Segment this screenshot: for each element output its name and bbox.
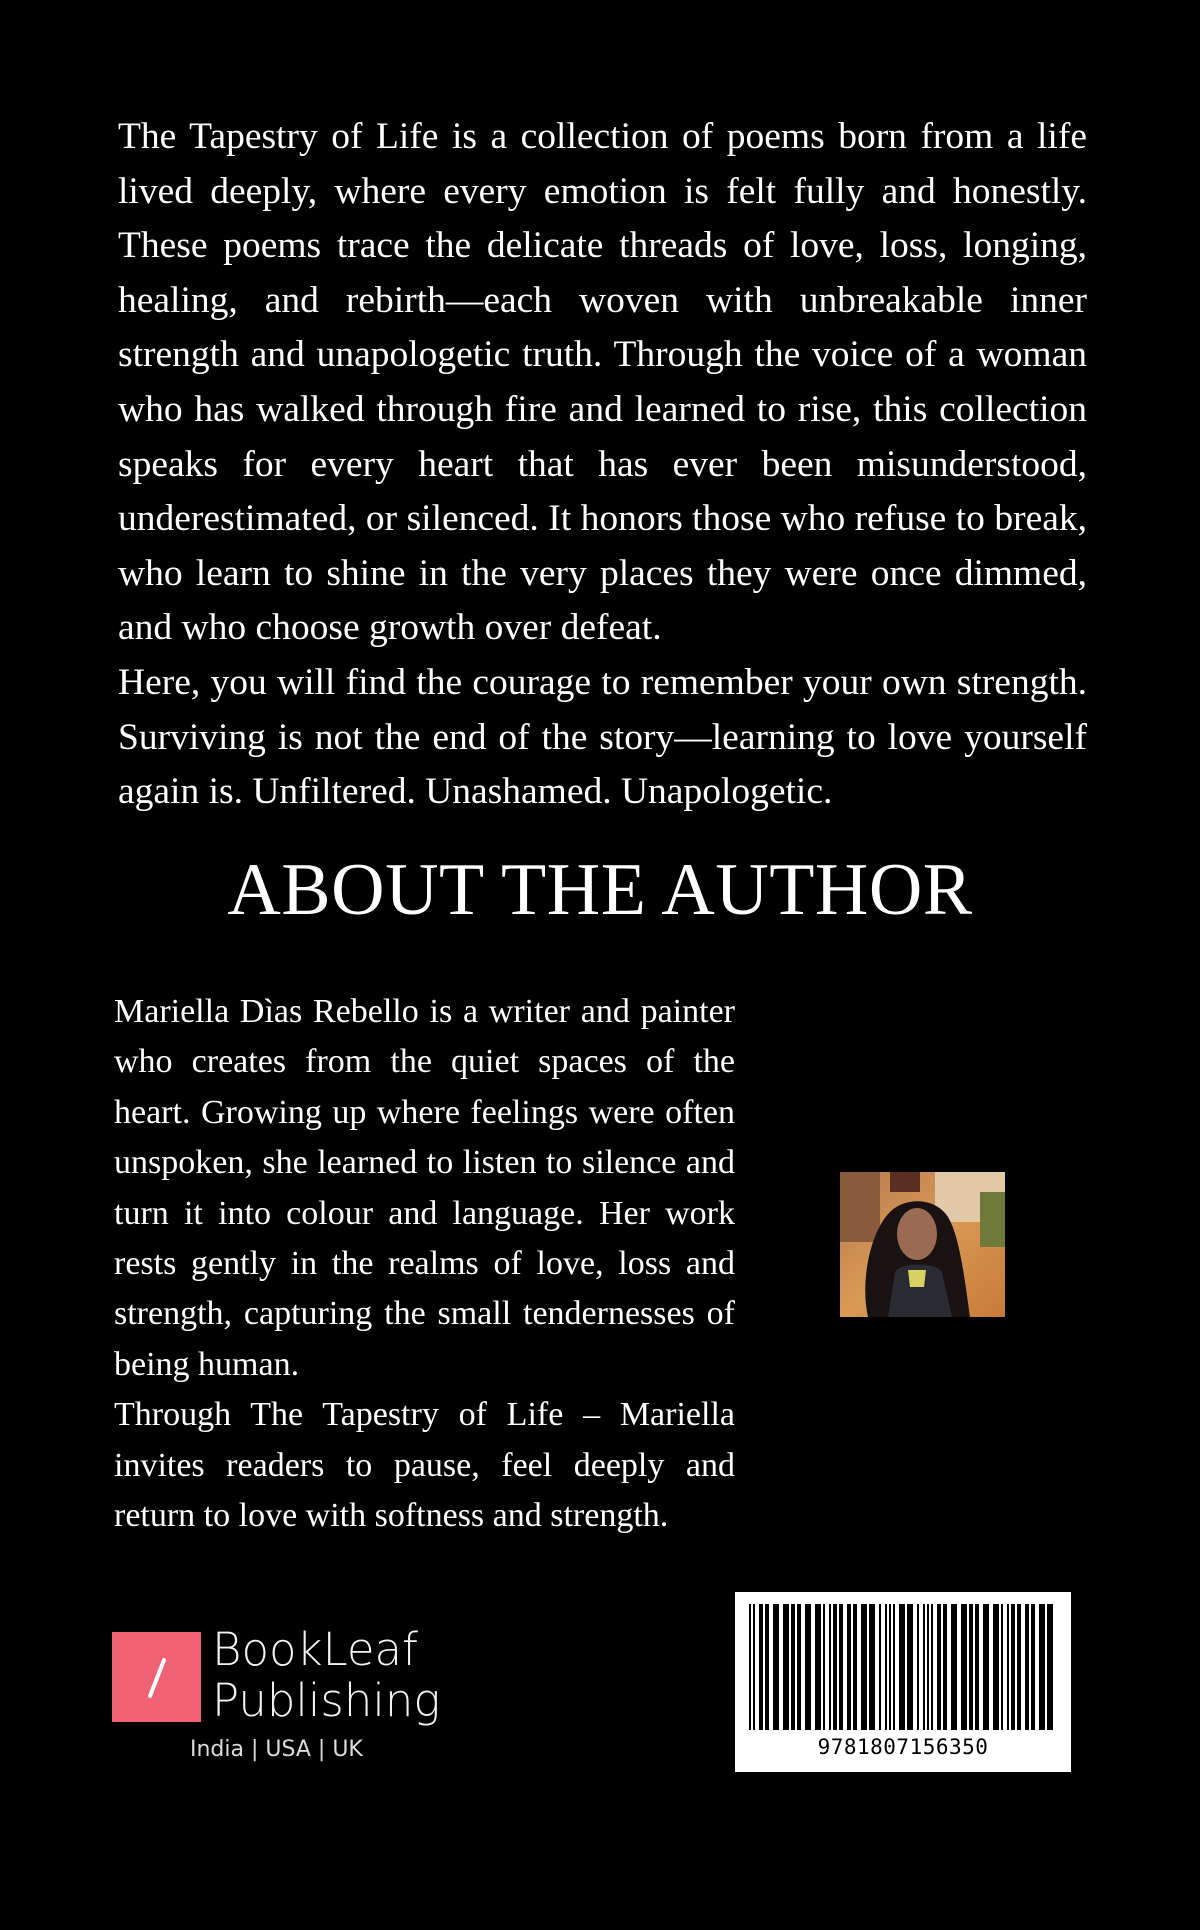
barcode-bar (1017, 1604, 1021, 1730)
barcode-bar (839, 1604, 843, 1730)
back-cover-blurb (118, 110, 1087, 820)
barcode-bar (879, 1604, 881, 1730)
bio-paragraph-1: Mariella Dìas Rebello is a writer and painter who creates from the quiet spaces of the heart. Growing up where feelings were often unspoken, she learned to listen to silence and turn it into colour and language. Her work rests gently in the realms of love, loss and strength, capturing the small tendernesses of being human. (114, 993, 735, 1383)
blurb-paragraph-2: Here, you will find the courage to remember your own strength. Surviving is not the end of the story—learning to love yourself again is. Unfiltered. Unashamed. Unapologetic. (118, 661, 1087, 813)
barcode-bar (783, 1604, 789, 1730)
barcode-bar (927, 1604, 929, 1730)
barcode-bar (765, 1604, 769, 1730)
publisher-name (212, 1624, 440, 1726)
barcode-bar (937, 1604, 941, 1730)
barcode-bar (853, 1604, 857, 1730)
barcode-bar (805, 1604, 811, 1730)
author-bio (114, 987, 735, 1541)
barcode-bar (893, 1604, 895, 1730)
barcode-bar (791, 1604, 795, 1730)
barcode-bar (951, 1604, 957, 1730)
barcode-bar (1039, 1604, 1045, 1730)
publisher-name-line1: BookLeaf (212, 1623, 418, 1676)
barcode-bar (983, 1604, 989, 1730)
isbn-barcode (735, 1592, 1071, 1772)
barcode-bar (1047, 1604, 1053, 1730)
barcode-bar (823, 1604, 825, 1730)
barcode-bar (899, 1604, 905, 1730)
barcode-bar (773, 1604, 779, 1730)
barcode-bar (1025, 1604, 1029, 1730)
publisher-regions: India | USA | UK (190, 1737, 363, 1762)
barcode-bar (753, 1604, 755, 1730)
barcode-bar (759, 1604, 763, 1730)
publisher-name-line2: Publishing (212, 1674, 441, 1727)
about-author-heading: ABOUT THE AUTHOR (227, 849, 973, 931)
barcode-bar (749, 1604, 751, 1730)
barcode-bar (907, 1604, 913, 1730)
barcode-bar (1007, 1604, 1009, 1730)
barcode-bar (797, 1604, 801, 1730)
barcode-bar (869, 1604, 875, 1730)
barcode-bar (833, 1604, 837, 1730)
author-photo (840, 1172, 1005, 1317)
barcode-bar (847, 1604, 851, 1730)
barcode-bar (815, 1604, 821, 1730)
barcode-bar (917, 1604, 919, 1730)
barcode-bar (829, 1604, 831, 1730)
barcode-bar (1011, 1604, 1015, 1730)
barcode-bar (969, 1604, 973, 1730)
barcode-bar (889, 1604, 891, 1730)
barcode-bar (885, 1604, 887, 1730)
barcode-bar (861, 1604, 867, 1730)
bookleaf-logo-icon (112, 1632, 201, 1722)
blurb-paragraph-1: The Tapestry of Life is a collection of poems born from a life lived deeply, where every emotion is felt fully and honestly. These poems trace the delicate threads of love, loss, longing, healing, and rebirth—each woven with unbreakable inner strength and unapologetic truth. Through the voice of a woman who has walked through fire and learned to rise, this collection speaks for every heart that has ever been misunderstood, underestimated, or silenced. It honors those who refuse to break, who learn to shine in the very places they were once dimmed, and who choose growth over defeat. (118, 116, 1087, 649)
barcode-bar (993, 1604, 999, 1730)
barcode-bar (931, 1604, 933, 1730)
bio-paragraph-2: Through The Tapestry of Life – Mariella invites readers to pause, feel deeply and return to love with softness and strength. (114, 1396, 735, 1535)
barcode-bar (1001, 1604, 1003, 1730)
barcode-bar (923, 1604, 925, 1730)
barcode-bar (961, 1604, 967, 1730)
barcode-bar (1031, 1604, 1035, 1730)
isbn-number: 9781807156350 (817, 1735, 989, 1759)
barcode-bar (943, 1604, 947, 1730)
barcode-bar (975, 1604, 979, 1730)
